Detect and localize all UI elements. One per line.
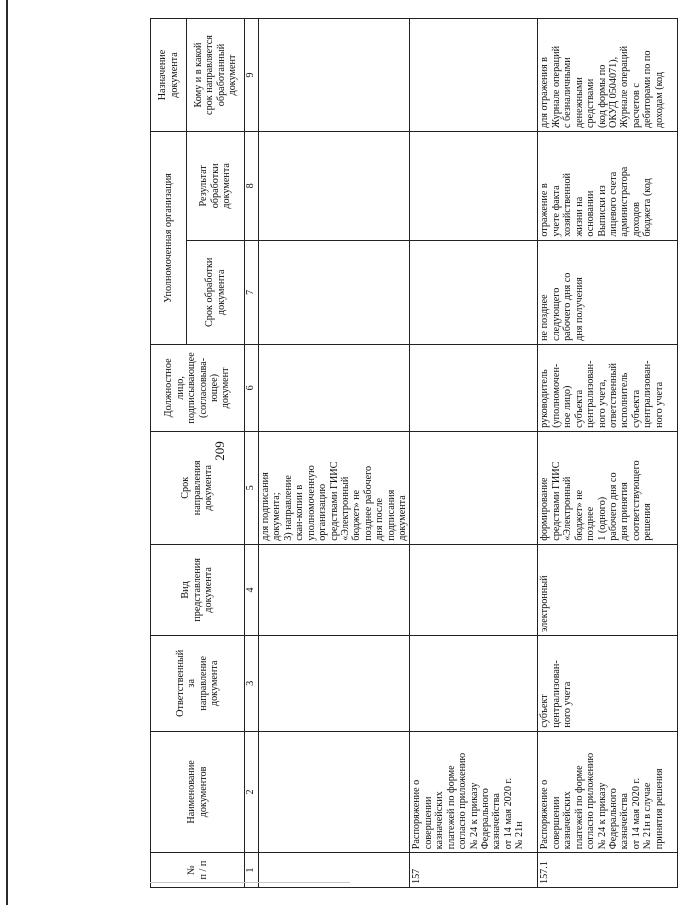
column-number: 2	[245, 731, 259, 853]
rotated-table-container	[150, 18, 665, 888]
header-processing-result: Результат обработки документа	[187, 132, 245, 241]
cell-processing-term: не позднее следующего рабочего дня со дня получения	[538, 240, 678, 344]
column-number: 3	[245, 636, 259, 732]
cell-purpose: для отражения в Журнале операций с безналичными денежными средствами (код формы по ОКУД 0504071), Журнале операций расчетов с дебиторами по по доходам (код	[538, 19, 678, 132]
cell-official: руководитель (уполномочен- ное лицо) субъекта централизован- ного учета, ответственный исполнитель субъекта централизован- ного учета	[538, 344, 678, 431]
header-name: Наименование документов	[151, 731, 245, 853]
cell-responsible	[259, 636, 410, 732]
column-number: 6	[245, 344, 259, 431]
cell-term: для подписания документа; 3) направление скан-копии в уполномоченную организацию средствами ГИИС «Электронный бюджет» не позднее рабочего дня после подписания документа	[259, 431, 410, 544]
cell-name: Распоряжение о совершении казначейских платежей по форме согласно приложению № 24 к приказу Федерального казначейства от 14 мая 2020 г. № 21н	[410, 731, 538, 853]
table-row	[259, 19, 410, 888]
cell-processing-term	[410, 240, 538, 344]
cell-form	[410, 544, 538, 635]
document-table	[150, 18, 678, 888]
header-number: № п / п	[151, 853, 245, 888]
cell-processing-term	[259, 240, 410, 344]
cell-form: электронный	[538, 544, 678, 635]
header-authorized-org: Уполномоченная организация	[151, 132, 187, 345]
page-edge-line	[6, 0, 8, 905]
cell-official	[259, 344, 410, 431]
cell-official	[410, 344, 538, 431]
header-official: Должностное лицо, подписывающее (согласовыва- ющее) документ	[151, 344, 245, 431]
cell-term	[410, 431, 538, 544]
cell-term: формирование средствами ГИИС «Электронный бюджет» не позднее 1 (одного) рабочего дня со дня принятия соответствующего решения	[538, 431, 678, 544]
column-number: 4	[245, 544, 259, 635]
page-number: 209	[212, 441, 227, 461]
column-number: 1	[245, 853, 259, 888]
header-processing-term: Срок обработки документа	[187, 240, 245, 344]
cell-purpose	[410, 19, 538, 132]
cell-form	[259, 544, 410, 635]
cell-name: Распоряжение о совершении казначейских платежей по форме согласно приложению № 24 к приказу Федерального казначейства от 14 мая 2020 г. № 21н в случае принятия решения	[538, 731, 678, 853]
cell-number: 157.1	[538, 853, 678, 888]
column-number: 9	[245, 19, 259, 132]
header-purpose-sub: Кому и в какой срок направляется обработанный документ	[187, 19, 245, 132]
cell-purpose	[259, 19, 410, 132]
table-row	[538, 19, 678, 888]
header-form: Вид представления документа	[151, 544, 245, 635]
cell-processing-result: отражение в учете факта хозяйственной жизни на основании Выписки из лицевого счета администратора доходов бюджета (код	[538, 132, 678, 241]
cell-processing-result	[410, 132, 538, 241]
cell-processing-result	[259, 132, 410, 241]
column-number: 7	[245, 240, 259, 344]
cell-responsible: субъект централизован- ного учета	[538, 636, 678, 732]
table-row	[410, 19, 538, 888]
header-purpose: Назначение документа	[151, 19, 187, 132]
cell-number: 157	[410, 853, 538, 888]
cell-responsible	[410, 636, 538, 732]
cell-name	[259, 731, 410, 853]
column-number: 5	[245, 431, 259, 544]
column-number: 8	[245, 132, 259, 241]
header-responsible: Ответственный за направление документа	[151, 636, 245, 732]
header-term: Срок направления документа	[151, 431, 245, 544]
footer-line	[150, 882, 350, 883]
column-number-row	[245, 19, 259, 888]
